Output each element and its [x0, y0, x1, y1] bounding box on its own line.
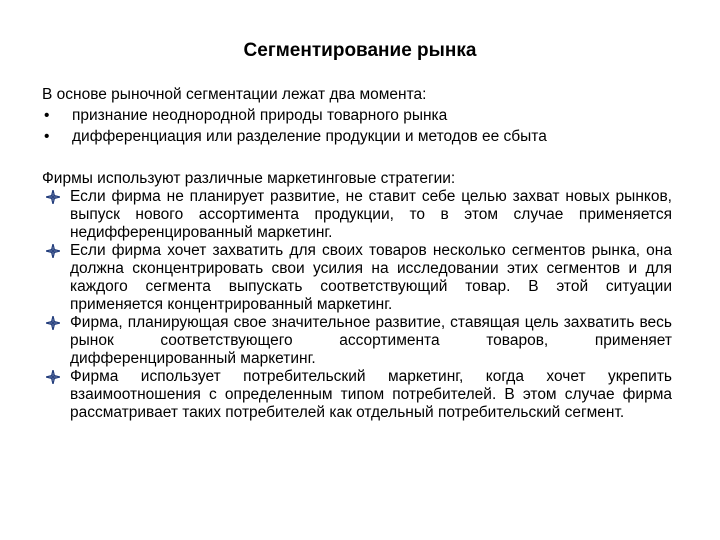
list-item [42, 188, 672, 242]
list-item-text: Если фирма хочет захватить для своих товаров несколько сегментов рынка, она должна сконцентрировать свои усилия на исследовании этих сегментов и для каждого сегмента выпускать соответствующий товар. В этой ситуации применяется концентрированный маркетинг. [70, 242, 672, 313]
list-item [42, 242, 672, 314]
diamond-star-icon [46, 244, 60, 258]
strategies-section [42, 170, 672, 422]
list-item [42, 105, 678, 126]
list-item-text: Фирма использует потребительский маркетинг, когда хочет укрепить взаимоотношения с определенным типом потребителей. В этом случае фирма рассматривает таких потребителей как отдельный потребительский сегмент. [70, 368, 672, 421]
bullet-dot: • [44, 107, 50, 124]
list-item [42, 126, 678, 147]
list-item-text: Фирма, планирующая свое значительное развитие, ставящая цель захватить весь рынок соответствующего ассортимента товаров, применяет дифференцированный маркетинг. [70, 314, 672, 367]
bullet-dot: • [44, 128, 50, 145]
list-item [42, 368, 672, 422]
intro-section [42, 84, 678, 147]
diamond-star-icon [46, 370, 60, 384]
diamond-star-icon [46, 316, 60, 330]
list-item-text: признание неоднородной природы товарного рынка [72, 107, 448, 124]
intro-bullet-list [42, 105, 678, 147]
strategies-lead: Фирмы используют различные маркетинговые стратегии: [42, 170, 456, 187]
strategies-list [42, 188, 672, 422]
list-item-text: Если фирма не планирует развитие, не ставит себе целью захват новых рынков, выпуск нового ассортимента продукции, то в этом случае применяется недифференцированный маркетинг. [70, 188, 672, 241]
slide-title: Сегментирование рынка [243, 40, 477, 61]
list-item-text: дифференциация или разделение продукции и методов ее сбыта [72, 128, 547, 145]
list-item [42, 314, 672, 368]
diamond-star-icon [46, 190, 60, 204]
intro-lead: В основе рыночной сегментации лежат два момента: [42, 86, 427, 103]
